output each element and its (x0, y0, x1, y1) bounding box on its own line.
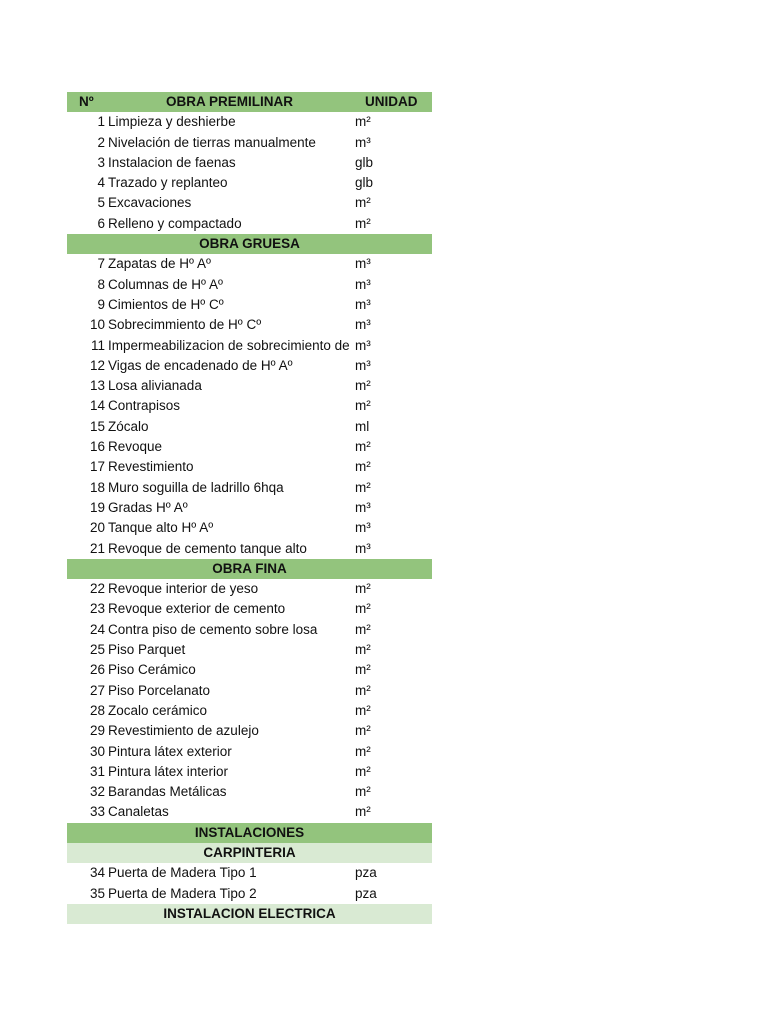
item-description: Relleno y compactado (108, 215, 242, 231)
table-row (67, 539, 432, 559)
item-unit: m³ (355, 540, 371, 556)
item-number: 15 (89, 418, 105, 434)
item-description: Cimientos de Hº Cº (108, 296, 224, 312)
item-unit: ml (355, 418, 370, 434)
item-number: 22 (89, 581, 105, 597)
item-number: 20 (89, 520, 105, 536)
item-number: 10 (89, 317, 105, 333)
item-unit: m³ (355, 520, 371, 536)
item-unit: pza (355, 885, 377, 901)
table-row (67, 396, 432, 416)
table-row (67, 681, 432, 701)
item-description: Nivelación de tierras manualmente (108, 134, 316, 150)
item-description: Contrapisos (108, 398, 181, 414)
item-number: 2 (97, 134, 105, 150)
subsection-header (67, 904, 432, 924)
table-row (67, 376, 432, 396)
item-unit: glb (355, 154, 374, 170)
header-title: OBRA PREMILINAR (166, 94, 293, 109)
item-number: 9 (97, 296, 105, 312)
item-unit: m² (355, 804, 371, 820)
item-description: Zócalo (108, 418, 149, 434)
item-unit: m² (355, 743, 371, 759)
table-row (67, 721, 432, 741)
item-unit: m² (355, 601, 371, 617)
item-number: 28 (89, 702, 105, 718)
item-unit: m³ (355, 357, 371, 373)
header-number: Nº (79, 94, 94, 109)
item-unit: m³ (355, 256, 371, 272)
item-number: 19 (89, 499, 105, 515)
item-number: 25 (89, 642, 105, 658)
item-unit: m² (355, 215, 371, 231)
item-unit: m² (355, 439, 371, 455)
item-number: 7 (97, 256, 105, 272)
section-title: CARPINTERIA (203, 844, 296, 860)
item-number: 32 (89, 784, 105, 800)
item-description: Canaletas (108, 804, 169, 820)
item-description: Contra piso de cemento sobre losa (108, 621, 318, 637)
item-unit: glb (355, 175, 374, 191)
item-number: 30 (89, 743, 105, 759)
item-number: 8 (97, 276, 105, 292)
item-description: Zocalo cerámico (108, 702, 208, 718)
item-description: Barandas Metálicas (108, 784, 227, 800)
table-row (67, 498, 432, 518)
item-number: 23 (89, 601, 105, 617)
table-row (67, 802, 432, 822)
item-description: Instalacion de faenas (108, 154, 236, 170)
item-number: 21 (89, 540, 105, 556)
item-description: Puerta de Madera Tipo 2 (108, 885, 257, 901)
item-number: 35 (89, 885, 105, 901)
table-row (67, 173, 432, 193)
item-unit: m² (355, 702, 371, 718)
table-row (67, 315, 432, 335)
section-header (67, 823, 432, 843)
item-unit: m² (355, 195, 371, 211)
item-unit: m³ (355, 296, 371, 312)
item-number: 17 (89, 459, 105, 475)
item-description: Piso Porcelanato (108, 682, 211, 698)
item-unit: m³ (355, 499, 371, 515)
item-description: Piso Parquet (108, 642, 186, 658)
item-description: Pintura látex interior (108, 763, 229, 779)
item-description: Tanque alto Hº Aº (108, 520, 214, 536)
item-number: 13 (89, 378, 105, 394)
table-row (67, 478, 432, 498)
item-description: Trazado y replanteo (108, 175, 228, 191)
item-description: Revoque de cemento tanque alto (108, 540, 307, 556)
section-title: INSTALACION ELECTRICA (163, 905, 336, 921)
item-description: Gradas Hº Aº (108, 499, 188, 515)
header-unit: UNIDAD (365, 94, 418, 109)
section-header (67, 559, 432, 579)
item-number: 26 (89, 662, 105, 678)
item-unit: pza (355, 865, 377, 881)
item-unit: m² (355, 784, 371, 800)
item-number: 4 (97, 175, 105, 191)
table-row (67, 193, 432, 213)
item-description: Losa alivianada (108, 378, 202, 394)
section-title: OBRA GRUESA (199, 236, 300, 252)
table-row (67, 599, 432, 619)
item-unit: m² (355, 479, 371, 495)
table-row (67, 620, 432, 640)
table-row (67, 640, 432, 660)
item-unit: m² (355, 642, 371, 658)
table-row (67, 153, 432, 173)
item-description: Muro soguilla de ladrillo 6hqa (108, 479, 284, 495)
item-number: 31 (89, 763, 105, 779)
table-row (67, 356, 432, 376)
items-table (67, 92, 432, 924)
item-number: 34 (89, 865, 105, 881)
item-unit: m² (355, 763, 371, 779)
item-number: 1 (97, 114, 105, 130)
item-description: Sobrecimmiento de Hº Cº (108, 317, 262, 333)
item-description: Puerta de Madera Tipo 1 (108, 865, 257, 881)
item-number: 3 (97, 154, 105, 170)
item-description: Vigas de encadenado de Hº Aº (108, 357, 293, 373)
item-unit: m² (355, 662, 371, 678)
table-row (67, 579, 432, 599)
table-row (67, 437, 432, 457)
table-row (67, 884, 432, 904)
item-number: 33 (89, 804, 105, 820)
table-row (67, 701, 432, 721)
table-row (67, 417, 432, 437)
section-title: OBRA FINA (212, 560, 287, 576)
item-unit: m² (355, 621, 371, 637)
table-row (67, 457, 432, 477)
table-row (67, 782, 432, 802)
table-row (67, 518, 432, 538)
item-number: 5 (97, 195, 105, 211)
item-unit: m² (355, 398, 371, 414)
item-description: Revoque (108, 439, 163, 455)
item-description: Limpieza y deshierbe (108, 114, 236, 130)
item-number: 12 (89, 357, 105, 373)
table-row (67, 336, 432, 356)
table-row (67, 133, 432, 153)
subsection-header (67, 843, 432, 863)
item-unit: m³ (355, 337, 371, 353)
item-number: 6 (97, 215, 105, 231)
table-row (67, 863, 432, 883)
item-unit: m² (355, 459, 371, 475)
item-description: Columnas de Hº Aº (108, 276, 223, 292)
item-unit: m³ (355, 134, 371, 150)
item-number: 16 (89, 439, 105, 455)
item-description: Pintura látex exterior (108, 743, 232, 759)
item-number: 14 (89, 398, 105, 414)
table-header-row (67, 92, 432, 112)
item-unit: m² (355, 581, 371, 597)
item-description: Impermeabilizacion de sobrecimiento de (108, 337, 350, 353)
item-description: Zapatas de Hº Aº (108, 256, 211, 272)
item-unit: m² (355, 682, 371, 698)
table-row (67, 742, 432, 762)
section-title: INSTALACIONES (194, 824, 305, 840)
item-unit: m² (355, 378, 371, 394)
item-unit: m² (355, 114, 371, 130)
item-number: 27 (89, 682, 105, 698)
item-number: 11 (90, 337, 105, 353)
table-row (67, 762, 432, 782)
item-unit: m³ (355, 317, 371, 333)
item-description: Piso Cerámico (108, 662, 196, 678)
table-row (67, 214, 432, 234)
item-description: Excavaciones (108, 195, 192, 211)
table-row (67, 112, 432, 132)
table-row (67, 275, 432, 295)
item-description: Revestimiento (108, 459, 194, 475)
table-row (67, 254, 432, 274)
item-unit: m² (355, 723, 371, 739)
item-unit: m³ (355, 276, 371, 292)
section-header (67, 234, 432, 254)
item-description: Revoque interior de yeso (108, 581, 259, 597)
table-row (67, 660, 432, 680)
item-number: 29 (89, 723, 105, 739)
item-description: Revestimiento de azulejo (108, 723, 259, 739)
item-description: Revoque exterior de cemento (108, 601, 286, 617)
item-number: 24 (89, 621, 105, 637)
table-body (67, 112, 432, 924)
table-row (67, 295, 432, 315)
item-number: 18 (89, 479, 105, 495)
